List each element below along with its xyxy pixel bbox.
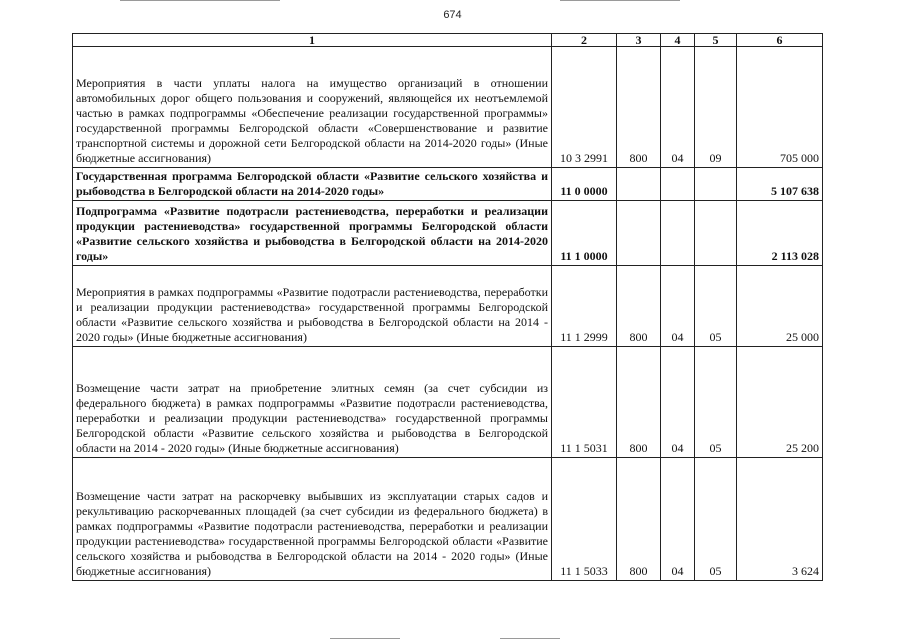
target-code: 10 3 2991 (552, 47, 617, 168)
target-code: 11 1 0000 (552, 201, 617, 266)
target-code: 11 1 5031 (552, 347, 617, 458)
amount: 5 107 638 (737, 168, 823, 201)
expense-type: 800 (617, 47, 661, 168)
expense-type: 800 (617, 266, 661, 347)
subsection: 09 (695, 47, 737, 168)
subsection: 05 (695, 458, 737, 581)
table-row (73, 201, 823, 266)
top-edge-rule (560, 0, 680, 1)
column-header: 4 (661, 34, 695, 47)
table-header-row (73, 34, 823, 47)
expense-type: 800 (617, 347, 661, 458)
table-row (73, 168, 823, 201)
amount: 25 200 (737, 347, 823, 458)
subsection (695, 201, 737, 266)
expense-type: 800 (617, 458, 661, 581)
column-header: 5 (695, 34, 737, 47)
section (661, 168, 695, 201)
column-header: 1 (73, 34, 552, 47)
section: 04 (661, 47, 695, 168)
target-code: 11 1 2999 (552, 266, 617, 347)
amount: 3 624 (737, 458, 823, 581)
section (661, 201, 695, 266)
expense-type (617, 201, 661, 266)
budget-table (72, 33, 823, 581)
table-row (73, 47, 823, 168)
amount: 2 113 028 (737, 201, 823, 266)
bottom-edge-rule (330, 638, 400, 639)
subsection (695, 168, 737, 201)
amount: 705 000 (737, 47, 823, 168)
table-row (73, 266, 823, 347)
table-row (73, 458, 823, 581)
section: 04 (661, 266, 695, 347)
amount: 25 000 (737, 266, 823, 347)
row-description: Подпрограмма «Развитие подотрасли растениеводства, переработки и реализации продукции растениеводства» государственной программы Белгородской области «Развитие сельского хозяйства и рыбоводства в Белгородской области на 2014-2020 годы» (73, 201, 552, 266)
column-header: 2 (552, 34, 617, 47)
row-description: Государственная программа Белгородской области «Развитие сельского хозяйства и рыбоводства в Белгородской области на 2014-2020 годы» (73, 168, 552, 201)
column-header: 3 (617, 34, 661, 47)
top-edge-rule (120, 0, 280, 1)
table-row (73, 347, 823, 458)
subsection: 05 (695, 266, 737, 347)
page-number: 674 (443, 9, 462, 21)
column-header: 6 (737, 34, 823, 47)
section: 04 (661, 458, 695, 581)
bottom-edge-rule (500, 638, 560, 639)
row-description: Возмещение части затрат на раскорчевку выбывших из эксплуатации старых садов и рекультивацию раскорчеванных площадей (за счет субсидии из федерального бюджета) в рамках подпрограммы «Развитие подотрасли растениеводства, переработки и реализации продукции растениеводства» государственной программы Белгородской области «Развитие сельского хозяйства и рыбоводства в Белгородской области на 2014 - 2020 годы» (Иные бюджетные ассигнования) (73, 458, 552, 581)
row-description: Возмещение части затрат на приобретение элитных семян (за счет субсидии из федерального бюджета) в рамках подпрограммы «Развитие подотрасли растениеводства, переработки и реализации продукции растениеводства» государственной программы Белгородской области «Развитие сельского хозяйства и рыбоводства в Белгородской области на 2014 - 2020 годы» (Иные бюджетные ассигнования) (73, 347, 552, 458)
section: 04 (661, 347, 695, 458)
expense-type (617, 168, 661, 201)
target-code: 11 1 5033 (552, 458, 617, 581)
row-description: Мероприятия в части уплаты налога на имущество организаций в отношении автомобильных дорог общего пользования и сооружений, являющейся их неотъемлемой частью в рамках подпрограммы «Обеспечение реализации государственной программы» государственной программы Белгородской области «Совершенствование и развитие транспортной системы и дорожной сети Белгородской области на 2014-2020 годы» (Иные бюджетные ассигнования) (73, 47, 552, 168)
row-description: Мероприятия в рамках подпрограммы «Развитие подотрасли растениеводства, переработки и реализации продукции растениеводства» государственной программы Белгородской области «Развитие сельского хозяйства и рыбоводства в Белгородской области на 2014 - 2020 годы» (Иные бюджетные ассигнования) (73, 266, 552, 347)
subsection: 05 (695, 347, 737, 458)
target-code: 11 0 0000 (552, 168, 617, 201)
